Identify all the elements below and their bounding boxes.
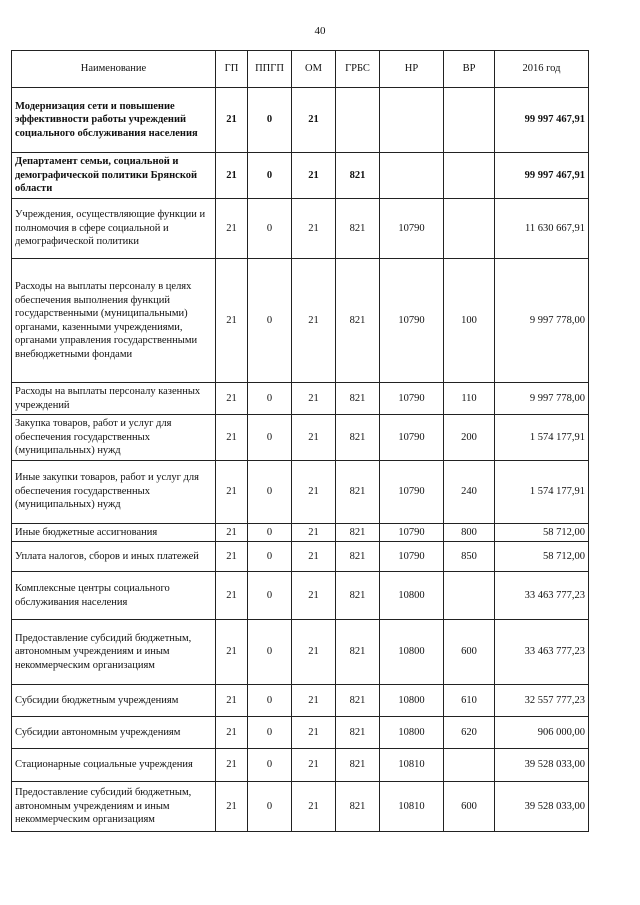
table-row [12,717,589,749]
row-amount: 1 574 177,91 [495,415,589,461]
row-om: 21 [292,383,336,415]
table-row [12,542,589,572]
row-name: Департамент семьи, социальной и демографической политики Брянской области [12,153,216,199]
budget-table-body [12,51,589,832]
row-gp: 21 [216,153,248,199]
row-vr [444,88,495,153]
row-om: 21 [292,717,336,749]
row-grbs: 821 [336,717,380,749]
row-np: 10800 [380,572,444,620]
row-vr: 600 [444,620,495,685]
row-amount: 1 574 177,91 [495,460,589,523]
row-gp: 21 [216,259,248,383]
row-np: 10790 [380,415,444,461]
row-name: Расходы на выплаты персоналу в целях обеспечения выполнения функций государственными (муниципальными) органами, казенными учреждениями, органами управления государственными внебюджетными фондами [12,259,216,383]
row-amount: 58 712,00 [495,542,589,572]
row-name: Иные бюджетные ассигнования [12,523,216,542]
table-row [12,383,589,415]
row-amount: 99 997 467,91 [495,88,589,153]
row-om: 21 [292,153,336,199]
row-name: Субсидии бюджетным учреждениям [12,685,216,717]
header-ppgp: ППГП [248,51,292,88]
row-np: 10790 [380,460,444,523]
row-vr [444,572,495,620]
header-om: ОМ [292,51,336,88]
row-gp: 21 [216,460,248,523]
table-row [12,199,589,259]
row-gp: 21 [216,199,248,259]
row-vr: 200 [444,415,495,461]
row-amount: 33 463 777,23 [495,620,589,685]
row-grbs: 821 [336,572,380,620]
row-grbs [336,88,380,153]
header-year: 2016 год [495,51,589,88]
row-vr [444,153,495,199]
row-np [380,88,444,153]
row-vr: 800 [444,523,495,542]
row-ppgp: 0 [248,460,292,523]
table-row [12,460,589,523]
header-grbs: ГРБС [336,51,380,88]
row-amount: 9 997 778,00 [495,383,589,415]
row-grbs: 821 [336,415,380,461]
row-grbs: 821 [336,153,380,199]
table-row [12,749,589,782]
row-grbs: 821 [336,749,380,782]
row-np: 10810 [380,782,444,832]
row-om: 21 [292,542,336,572]
row-name: Предоставление субсидий бюджетным, автономным учреждениям и иным некоммерческим организациям [12,782,216,832]
row-gp: 21 [216,572,248,620]
row-np [380,153,444,199]
row-np: 10800 [380,620,444,685]
row-grbs: 821 [336,199,380,259]
row-amount: 33 463 777,23 [495,572,589,620]
row-name: Комплексные центры социального обслуживания населения [12,572,216,620]
row-gp: 21 [216,685,248,717]
row-gp: 21 [216,88,248,153]
row-np: 10790 [380,523,444,542]
row-vr [444,749,495,782]
row-np: 10800 [380,717,444,749]
row-gp: 21 [216,749,248,782]
row-ppgp: 0 [248,415,292,461]
row-gp: 21 [216,542,248,572]
row-grbs: 821 [336,685,380,717]
row-vr: 600 [444,782,495,832]
row-ppgp: 0 [248,782,292,832]
header-vr: ВР [444,51,495,88]
row-ppgp: 0 [248,749,292,782]
row-om: 21 [292,620,336,685]
row-amount: 32 557 777,23 [495,685,589,717]
row-amount: 906 000,00 [495,717,589,749]
row-np: 10810 [380,749,444,782]
row-gp: 21 [216,782,248,832]
table-row [12,415,589,461]
row-name: Предоставление субсидий бюджетным, автономным учреждениям и иным некоммерческим организациям [12,620,216,685]
row-name: Иные закупки товаров, работ и услуг для обеспечения государственных (муниципальных) нужд [12,460,216,523]
row-ppgp: 0 [248,685,292,717]
row-gp: 21 [216,523,248,542]
table-row [12,523,589,542]
table-row [12,782,589,832]
row-amount: 39 528 033,00 [495,782,589,832]
row-gp: 21 [216,383,248,415]
row-vr: 110 [444,383,495,415]
row-amount: 39 528 033,00 [495,749,589,782]
row-grbs: 821 [336,620,380,685]
row-amount: 11 630 667,91 [495,199,589,259]
row-name: Модернизация сети и повышение эффективности работы учреждений социального обслуживания населения [12,88,216,153]
header-name: Наименование [12,51,216,88]
row-om: 21 [292,415,336,461]
row-name: Расходы на выплаты персоналу казенных учреждений [12,383,216,415]
row-vr [444,199,495,259]
row-om: 21 [292,259,336,383]
row-ppgp: 0 [248,259,292,383]
row-vr: 620 [444,717,495,749]
table-row [12,259,589,383]
row-name: Закупка товаров, работ и услуг для обеспечения государственных (муниципальных) нужд [12,415,216,461]
table-row [12,88,589,153]
row-name: Субсидии автономным учреждениям [12,717,216,749]
row-vr: 240 [444,460,495,523]
budget-table [11,50,589,832]
row-np: 10790 [380,542,444,572]
table-header-row [12,51,589,88]
row-name: Стационарные социальные учреждения [12,749,216,782]
row-ppgp: 0 [248,523,292,542]
row-om: 21 [292,749,336,782]
page-number: 40 [314,25,326,37]
row-name: Уплата налогов, сборов и иных платежей [12,542,216,572]
row-vr: 610 [444,685,495,717]
row-gp: 21 [216,620,248,685]
row-amount: 99 997 467,91 [495,153,589,199]
row-om: 21 [292,460,336,523]
row-gp: 21 [216,717,248,749]
row-ppgp: 0 [248,717,292,749]
row-grbs: 821 [336,542,380,572]
row-ppgp: 0 [248,620,292,685]
row-grbs: 821 [336,259,380,383]
header-np: НР [380,51,444,88]
row-gp: 21 [216,415,248,461]
row-om: 21 [292,685,336,717]
row-grbs: 821 [336,383,380,415]
row-vr: 850 [444,542,495,572]
row-np: 10800 [380,685,444,717]
row-np: 10790 [380,199,444,259]
row-ppgp: 0 [248,153,292,199]
row-om: 21 [292,523,336,542]
row-amount: 58 712,00 [495,523,589,542]
row-np: 10790 [380,383,444,415]
row-vr: 100 [444,259,495,383]
row-om: 21 [292,199,336,259]
row-ppgp: 0 [248,199,292,259]
row-ppgp: 0 [248,88,292,153]
row-name: Учреждения, осуществляющие функции и полномочия в сфере социальной и демографической политики [12,199,216,259]
row-om: 21 [292,572,336,620]
table-row [12,620,589,685]
row-om: 21 [292,88,336,153]
table-row [12,153,589,199]
row-ppgp: 0 [248,383,292,415]
row-ppgp: 0 [248,572,292,620]
row-grbs: 821 [336,782,380,832]
row-grbs: 821 [336,460,380,523]
table-row [12,685,589,717]
row-np: 10790 [380,259,444,383]
row-grbs: 821 [336,523,380,542]
row-amount: 9 997 778,00 [495,259,589,383]
header-gp: ГП [216,51,248,88]
table-row [12,572,589,620]
row-ppgp: 0 [248,542,292,572]
row-om: 21 [292,782,336,832]
